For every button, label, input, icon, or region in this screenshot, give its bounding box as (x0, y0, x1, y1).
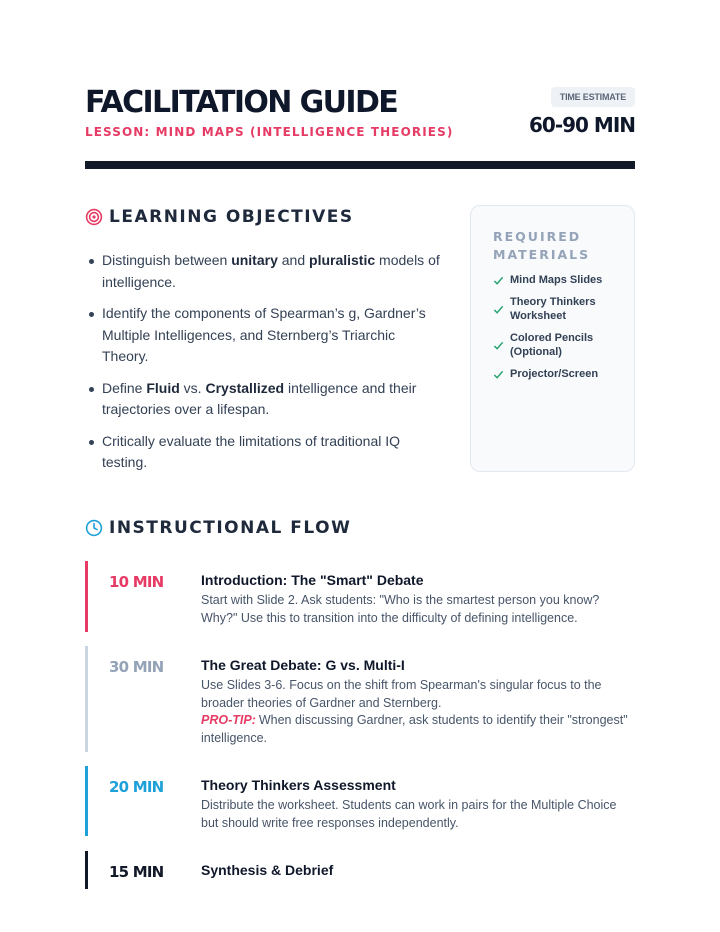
lesson-subtitle: LESSON: MIND MAPS (INTELLIGENCE THEORIES) (85, 125, 454, 139)
learning-objectives-heading (85, 207, 354, 227)
checkmark-icon (493, 304, 504, 315)
checkmark-icon (493, 369, 504, 380)
pro-tip-label: PRO-TIP: (201, 713, 256, 727)
flow-step-description: Use Slides 3-6. Focus on the shift from Spearman's singular focus to the broader theories of Gardner and Sternberg. (201, 678, 602, 710)
pro-tip-text: When discussing Gardner, ask students to identify their "strongest" intelligence. (201, 713, 628, 745)
flow-step-title: Theory Thinkers Assessment (201, 777, 396, 793)
target-icon (85, 208, 103, 226)
flow-step-description: Start with Slide 2. Ask students: "Who is the smartest person you know? Why?" Use this to transition into the difficulty of defining intelligence. (201, 593, 600, 625)
page-title: FACILITATION GUIDE (85, 85, 398, 120)
objective-item: Distinguish between unitary and pluralistic models of intelligence. (85, 250, 445, 293)
flow-step-content (201, 656, 635, 747)
objective-item: Identify the components of Spearman’s g, Gardner’s Multiple Intelligences, and Sternberg’s Triarchic Theory. (85, 303, 445, 368)
required-materials-heading: REQUIRED MATERIALS (493, 229, 591, 262)
flow-step (85, 851, 635, 889)
materials-list (493, 273, 620, 381)
objectives-list (85, 250, 445, 484)
material-item: Theory Thinkers Worksheet (493, 295, 620, 323)
checkmark-icon (493, 275, 504, 286)
material-item: Mind Maps Slides (493, 273, 620, 287)
learning-objectives-label: LEARNING OBJECTIVES (109, 207, 354, 227)
flow-step-content (201, 861, 635, 882)
instructional-flow-heading (85, 518, 351, 538)
flow-step-content (201, 776, 635, 832)
flow-step-duration: 15 MIN (109, 863, 164, 881)
flow-step (85, 646, 635, 752)
clock-icon (85, 519, 103, 537)
flow-step-bar (85, 561, 88, 632)
material-item: Colored Pencils (Optional) (493, 331, 620, 359)
flow-step (85, 766, 635, 836)
flow-step-duration: 30 MIN (109, 658, 164, 676)
time-estimate-badge: TIME ESTIMATE (551, 87, 635, 107)
flow-step-title: Synthesis & Debrief (201, 862, 334, 878)
flow-step-bar (85, 766, 88, 836)
flow-step (85, 561, 635, 632)
material-item: Projector/Screen (493, 367, 620, 381)
flow-step-title: The Great Debate: G vs. Multi-I (201, 657, 405, 673)
required-materials-card (470, 205, 635, 472)
pro-tip (201, 712, 635, 747)
flow-step-content (201, 571, 635, 627)
flow-step-description: Distribute the worksheet. Students can work in pairs for the Multiple Choice but should write free responses independently. (201, 798, 617, 830)
flow-step-bar (85, 646, 88, 752)
objective-item: Define Fluid vs. Crystallized intelligence and their trajectories over a lifespan. (85, 378, 445, 421)
header-divider (85, 161, 635, 169)
flow-step-bar (85, 851, 88, 889)
objective-item: Critically evaluate the limitations of traditional IQ testing. (85, 431, 445, 474)
flow-step-duration: 20 MIN (109, 778, 164, 796)
instructional-flow-label: INSTRUCTIONAL FLOW (109, 518, 352, 538)
checkmark-icon (493, 340, 504, 351)
flow-step-title: Introduction: The "Smart" Debate (201, 572, 424, 588)
time-estimate-value: 60-90 MIN (528, 113, 635, 137)
flow-step-duration: 10 MIN (109, 573, 164, 591)
